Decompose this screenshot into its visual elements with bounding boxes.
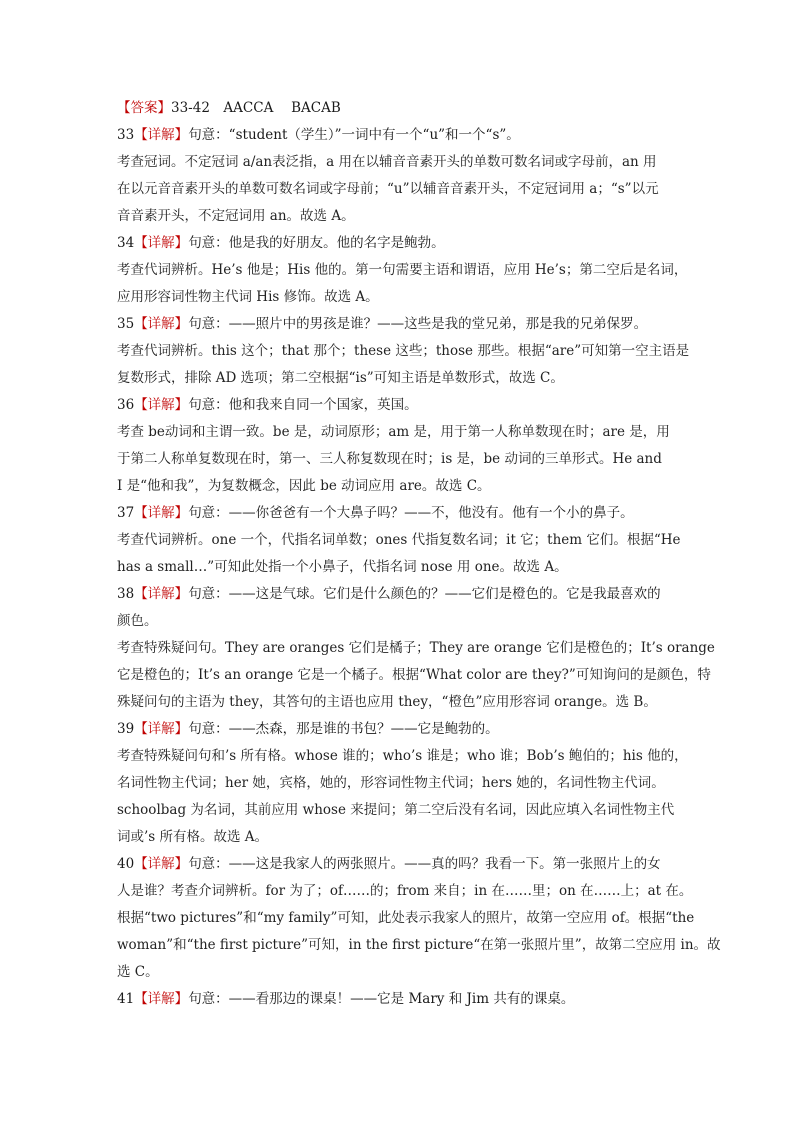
detail-label: 【详解】 xyxy=(134,856,189,872)
question-translation: 句意：他和我来自同一个国家，英国。 xyxy=(188,397,418,413)
question-translation: 句意：——这是气球。它们是什么颜色的？——它们是橙色的。它是我最喜欢的 xyxy=(188,586,661,602)
question-number: 34 xyxy=(117,235,135,251)
explanation-line: 考查特殊疑问句。They are oranges 它们是橘子；They are orange 它们是橙色的；It’s orange xyxy=(117,640,715,656)
question-heading xyxy=(117,122,694,149)
explanation-line: 殊疑问句的主语为 they，其答句的主语也应用 they，“橙色”应用形容词 orange。选 B。 xyxy=(117,694,657,710)
question-translation: 句意：——杰森，那是谁的书包？——它是鲍勃的。 xyxy=(188,721,499,737)
detail-label: 【详解】 xyxy=(134,235,189,251)
question-translation: 句意：——看那边的课桌！——它是 Mary 和 Jim 共有的课桌。 xyxy=(188,991,575,1007)
explanation-line: 在以元音音素开头的单数可数名词或字母前；“u”以辅音音素开头，不定冠词用 a；“s”以元 xyxy=(117,181,659,197)
question-number: 35 xyxy=(117,316,135,332)
explanation-line: 考查特殊疑问句和’s 所有格。whose 谁的；who’s 谁是；who 谁；Bob’s 鲍伯的；his 他的， xyxy=(117,748,688,764)
explanation-line: 名词性物主代词；her 她，宾格，她的，形容词性物主代词；hers 她的，名词性物主代词。 xyxy=(117,775,665,791)
question-translation: 句意：“student（学生）”一词中有一个“u”和一个“s”。 xyxy=(188,127,520,143)
answer-text: 33-42 AACCA BACAB xyxy=(171,100,341,116)
question-heading xyxy=(117,500,694,527)
explanation-line: has a small…”可知此处指一个小鼻子，代指名词 nose 用 one。故选 A。 xyxy=(117,559,568,575)
detail-label: 【详解】 xyxy=(134,127,189,143)
answer-line xyxy=(117,95,694,122)
question-41 xyxy=(117,986,694,1013)
explanation-line: 颜色。 xyxy=(117,613,158,629)
explanation-line: 考查代词辨析。this 这个；that 那个；these 这些；those 那些。根据“are”可知第一空主语是 xyxy=(117,343,690,359)
detail-label: 【详解】 xyxy=(134,721,189,737)
question-38 xyxy=(117,581,715,716)
question-37 xyxy=(117,500,694,581)
explanation-line: 考查代词辨析。He’s 他是；His 他的。第一句需要主语和谓语，应用 He’s；第二空后是名词， xyxy=(117,262,688,278)
detail-label: 【详解】 xyxy=(134,586,189,602)
question-40 xyxy=(117,851,721,986)
question-heading xyxy=(117,230,694,257)
explanation-line: 应用形容词性物主代词 His 修饰。故选 A。 xyxy=(117,289,379,305)
questions-list xyxy=(117,122,721,1013)
question-number: 38 xyxy=(117,586,135,602)
detail-label: 【详解】 xyxy=(134,991,189,1007)
detail-label: 【详解】 xyxy=(134,316,189,332)
question-number: 40 xyxy=(117,856,135,872)
detail-label: 【详解】 xyxy=(134,505,189,521)
answer-label: 【答案】 xyxy=(117,100,171,116)
explanation-line: 选 C。 xyxy=(117,964,159,980)
question-number: 37 xyxy=(117,505,135,521)
explanation-line: 音音素开头，不定冠词用 an。故选 A。 xyxy=(117,208,355,224)
explanation-line: 于第二人称单复数现在时，第一、三人称复数现在时；is 是，be 动词的三单形式。He and xyxy=(117,451,662,467)
explanation-line: woman”和“the first picture”可知，in the first picture“在第一张照片里”，故第二空应用 in。故 xyxy=(117,937,721,953)
question-translation: 句意：——照片中的男孩是谁？——这些是我的堂兄弟，那是我的兄弟保罗。 xyxy=(188,316,648,332)
explanation-line: schoolbag 为名词，其前应用 whose 来提问；第二空后没有名词，因此应填入名词性物主代 xyxy=(117,802,675,818)
question-35 xyxy=(117,311,694,392)
question-number: 39 xyxy=(117,721,135,737)
question-34 xyxy=(117,230,694,311)
question-number: 36 xyxy=(117,397,135,413)
question-heading xyxy=(117,986,694,1013)
question-heading xyxy=(117,851,694,878)
question-translation: 句意：他是我的好朋友。他的名字是鲍勃。 xyxy=(188,235,445,251)
explanation-line: 它是橙色的；It’s an orange 它是一个橘子。根据“What color are they?”可知询问的是颜色，特 xyxy=(117,667,711,683)
explanation-line: 根据“two pictures”和“my family”可知，此处表示我家人的照片，故第一空应用 of。根据“the xyxy=(117,910,695,926)
explanation-line: 复数形式，排除 AD 选项；第二空根据“is”可知主语是单数形式，故选 C。 xyxy=(117,370,564,386)
question-number: 33 xyxy=(117,127,135,143)
question-translation: 句意：——你爸爸有一个大鼻子吗？——不，他没有。他有一个小的鼻子。 xyxy=(188,505,634,521)
question-heading xyxy=(117,311,694,338)
question-translation: 句意：——这是我家人的两张照片。——真的吗？我看一下。第一张照片上的女 xyxy=(188,856,661,872)
explanation-line: 考查代词辨析。one 一个，代指名词单数；ones 代指复数名词；it 它；them 它们。根据“He xyxy=(117,532,681,548)
question-heading xyxy=(117,581,694,608)
explanation-line: 考查冠词。不定冠词 a/an表泛指，a 用在以辅音音素开头的单数可数名词或字母前，an 用 xyxy=(117,154,657,170)
explanation-line: 词或’s 所有格。故选 A。 xyxy=(117,829,269,845)
question-39 xyxy=(117,716,694,851)
question-heading xyxy=(117,392,694,419)
explanation-line: 人是谁？考查介词辨析。for 为了；of……的；from 来自；in 在……里；on 在……上；at 在。 xyxy=(117,883,693,899)
explanation-line: I 是“他和我”，为复数概念，因此 be 动词应用 are。故选 C。 xyxy=(117,478,491,494)
question-36 xyxy=(117,392,694,500)
explanation-line: 考查 be动词和主谓一致。be 是，动词原形；am 是，用于第一人称单数现在时；are 是，用 xyxy=(117,424,670,440)
question-33 xyxy=(117,122,694,230)
question-number: 41 xyxy=(117,991,135,1007)
question-heading xyxy=(117,716,694,743)
detail-label: 【详解】 xyxy=(134,397,189,413)
